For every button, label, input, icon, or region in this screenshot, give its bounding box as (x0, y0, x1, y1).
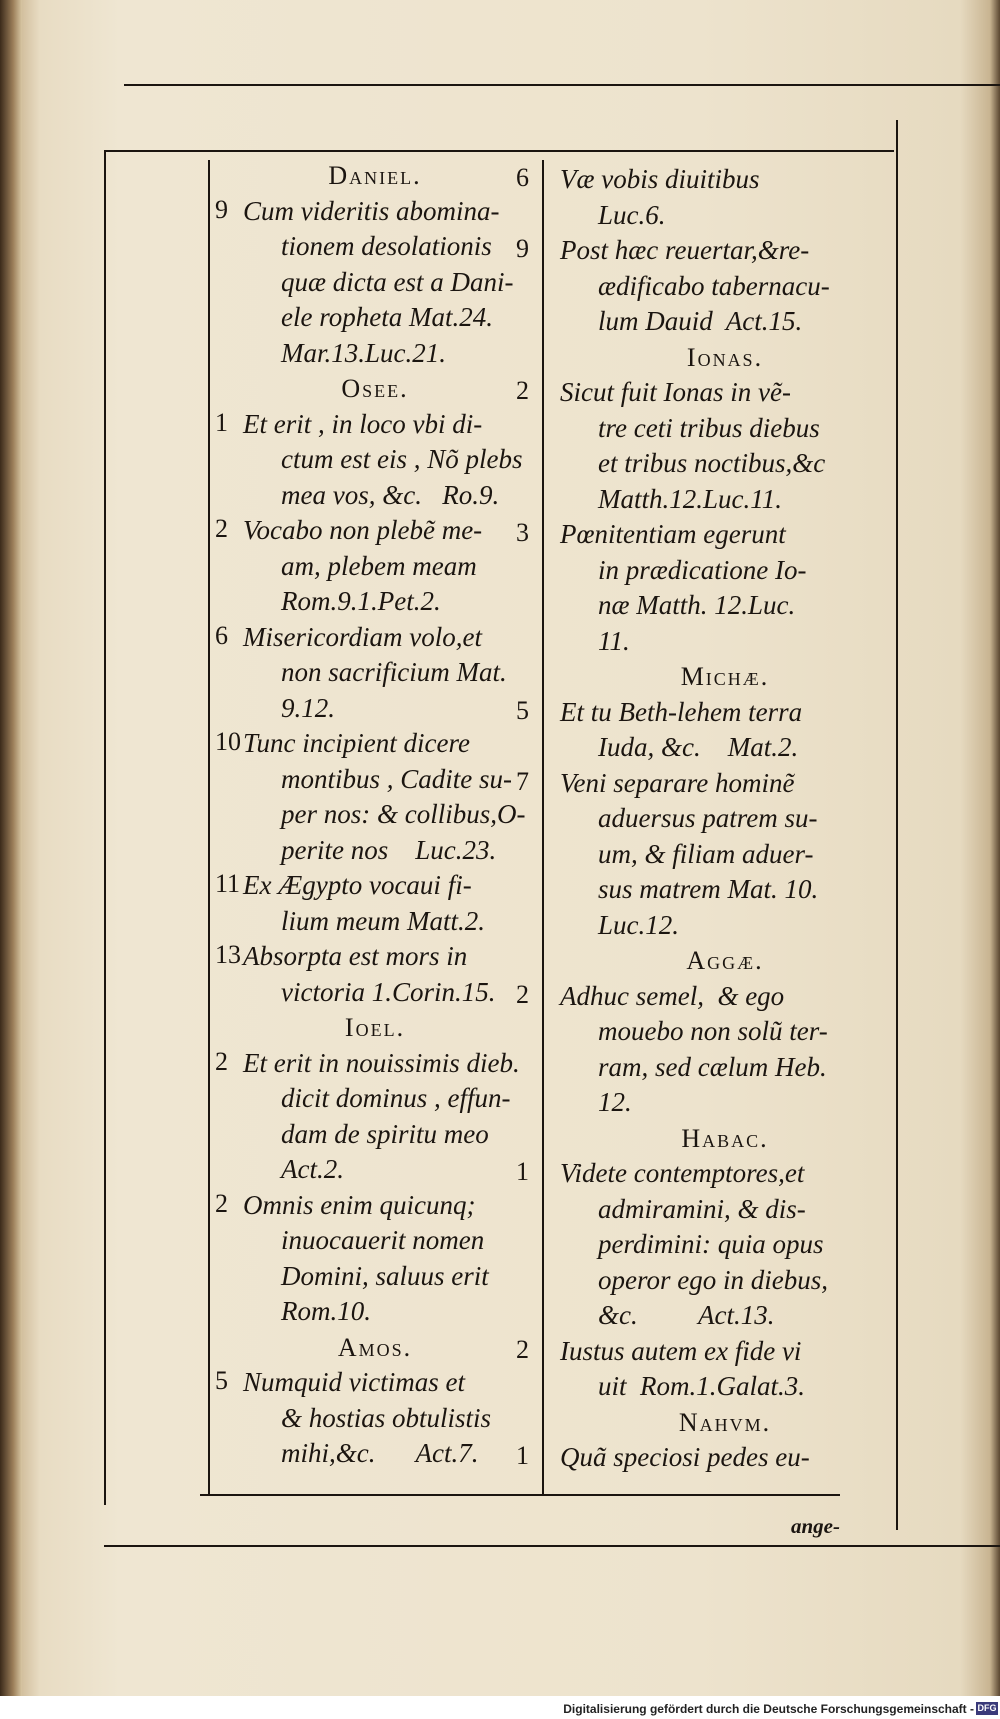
chapter-number: 13 (215, 940, 241, 969)
catchword: ange- (791, 1514, 840, 1538)
verse-entry (516, 695, 890, 766)
verse-entry (516, 1156, 890, 1334)
verse-line: dicit dominus , effun- (281, 1083, 511, 1113)
book-heading: Habac. (681, 1123, 769, 1153)
verse-entry (215, 1365, 535, 1472)
verse-line: am, plebem meam (281, 550, 477, 581)
book-heading: Ionas. (686, 342, 764, 372)
verse-line: ram, sed cælum Heb. (598, 1051, 827, 1082)
verse-line: admiramini, & dis- (598, 1193, 806, 1224)
verse-line: in prædicatione Io- (598, 554, 807, 585)
chapter-number: 2 (215, 514, 228, 543)
chapter-number: 10 (215, 727, 241, 756)
verse-line: Misericordiam volo,et (243, 621, 482, 652)
verse-entry (215, 1046, 535, 1188)
verse-line: um, & filiam aduer- (598, 838, 814, 869)
verse-line: Luc.6. (598, 199, 666, 230)
verse-line: perite nos Luc.23. (281, 834, 497, 865)
verse-entry (516, 1440, 890, 1476)
chapter-number: 3 (516, 518, 529, 547)
verse-line: mea vos, &c. Ro.9. (281, 479, 500, 510)
verse-line: inuocauerit nomen (281, 1225, 485, 1255)
chapter-number: 11 (215, 869, 241, 898)
right-frame-rule (896, 120, 898, 1530)
verse-line: Luc.12. (598, 909, 679, 940)
verse-line: quæ dicta est a Dani- (281, 266, 514, 297)
book-heading: Osee. (341, 374, 409, 403)
chapter-number: 2 (516, 376, 529, 405)
left-column (215, 158, 535, 1472)
verse-line: Adhuc semel, & ego (560, 980, 785, 1011)
chapter-number: 5 (516, 695, 529, 725)
verse-line: sus matrem Mat. 10. (598, 874, 819, 904)
chapter-number: 2 (516, 979, 529, 1009)
top-outer-rule (124, 84, 1000, 86)
verse-line: 11. (598, 625, 630, 656)
bottom-outer-rule (104, 1545, 1000, 1547)
verse-line: Matth.12.Luc.11. (598, 483, 782, 514)
verse-entry (516, 979, 890, 1121)
left-frame-rule (104, 150, 106, 1505)
chapter-number: 7 (516, 766, 529, 796)
verse-entry (215, 407, 535, 514)
book-heading: Ioel. (344, 1013, 406, 1042)
verse-entry (516, 766, 890, 944)
verse-entry (516, 375, 890, 517)
verse-line: dam de spiritu meo (281, 1118, 489, 1149)
chapter-number: 9 (516, 234, 529, 263)
right-column (516, 162, 890, 1476)
chapter-number: 5 (215, 1366, 228, 1395)
verse-line: Mar.13.Luc.21. (281, 337, 447, 368)
book-heading: Amos. (337, 1332, 413, 1362)
verse-line: victoria 1.Corin.15. (281, 976, 496, 1007)
verse-line: perdimini: quia opus (598, 1229, 824, 1259)
book-heading: Aggæ. (686, 946, 764, 975)
verse-line: Tunc incipient dicere (243, 728, 470, 758)
bottom-frame-rule (200, 1494, 840, 1496)
verse-line: Rom.10. (281, 1296, 371, 1326)
verse-line: Rom.9.1.Pet.2. (281, 586, 441, 616)
chapter-number: 2 (516, 1334, 529, 1364)
verse-line: Absorpta est mors in (243, 941, 468, 971)
verse-line: &c. Act.13. (598, 1300, 775, 1330)
footer-text: Digitalisierung gefördert durch die Deutsche Forschungsgemeinschaft - (563, 1702, 974, 1716)
verse-line: 12. (598, 1087, 632, 1117)
verse-line: lium meum Matt.2. (281, 905, 485, 936)
chapter-number: 9 (215, 194, 228, 224)
verse-entry (516, 1334, 890, 1405)
verse-entry (215, 868, 535, 939)
verse-line: Act.2. (281, 1154, 344, 1184)
verse-line: tre ceti tribus diebus (598, 412, 820, 443)
verse-line: tionem desolationis (281, 231, 492, 261)
verse-line: per nos: & collibus,O- (281, 799, 526, 829)
verse-entry (215, 726, 535, 868)
top-frame-rule (104, 150, 894, 152)
verse-entry (215, 939, 535, 1010)
book-spine (0, 0, 22, 1719)
column-divider (542, 160, 544, 1495)
verse-line: non sacrificium Mat. (281, 657, 507, 687)
verse-line: uit Rom.1.Galat.3. (598, 1371, 805, 1401)
verse-line: Veni separare hominẽ (560, 767, 795, 798)
verse-line: lum Dauid Act.15. (598, 306, 803, 336)
chapter-number: 2 (215, 1046, 228, 1076)
verse-line: Sicut fuit Ionas in vẽ- (560, 377, 791, 407)
verse-line: Domini, saluus erit (281, 1260, 489, 1291)
dfg-logo: DFG (977, 1703, 997, 1713)
verse-line: Et tu Beth-lehem terra (560, 696, 803, 727)
digitization-footer (0, 1696, 1000, 1719)
verse-line: Videte contemptores,et (560, 1158, 805, 1188)
verse-line: Pœnitentiam egerunt (560, 519, 786, 549)
verse-entry (215, 1188, 535, 1330)
chapter-number: 1 (516, 1157, 529, 1186)
verse-line: Post hæc reuertar,&re- (560, 235, 810, 265)
verse-line: Cum videritis abomina- (243, 195, 500, 226)
verse-line: aduersus patrem su- (598, 803, 818, 833)
verse-line: Iustus autem ex fide vi (560, 1335, 802, 1366)
verse-entry (215, 194, 535, 372)
book-heading: Nahvm. (678, 1407, 772, 1437)
verse-line: mihi,&c. Act.7. (281, 1438, 479, 1468)
book-heading: Michæ. (680, 662, 770, 691)
verse-line: Iuda, &c. Mat.2. (598, 732, 799, 762)
chapter-number: 2 (215, 1188, 228, 1218)
verse-entry (516, 162, 890, 233)
inner-left-rule (208, 160, 210, 1495)
verse-line: et tribus noctibus,&c (598, 448, 826, 478)
verse-line: Numquid victimas et (243, 1367, 465, 1397)
verse-line: mouebo non solũ ter- (598, 1016, 828, 1046)
chapter-number: 6 (516, 163, 529, 192)
verse-line: Et erit in nouissimis dieb. (243, 1047, 520, 1078)
verse-line: & hostias obtulistis (281, 1402, 492, 1433)
verse-line: 9.12. (281, 692, 335, 723)
verse-entry (516, 517, 890, 659)
chapter-number: 1 (215, 407, 228, 437)
verse-line: Væ vobis diuitibus (560, 164, 760, 194)
verse-line: ctum est eis , Nõ plebs (281, 444, 523, 474)
verse-line: Et erit , in loco vbi di- (243, 408, 483, 439)
verse-line: Vocabo non plebẽ me- (243, 515, 483, 545)
verse-line: montibus , Cadite su- (281, 763, 513, 794)
verse-line: operor ego in diebus, (598, 1264, 828, 1295)
verse-entry (215, 513, 535, 620)
verse-line: ele ropheta Mat.24. (281, 302, 493, 332)
chapter-number: 1 (516, 1441, 529, 1470)
verse-line: Quã speciosi pedes eu- (560, 1442, 810, 1472)
verse-line: Omnis enim quicunq; (243, 1189, 476, 1220)
verse-line: ædificabo tabernacu- (598, 270, 830, 301)
verse-line: Ex Ægypto vocaui fi- (243, 870, 472, 900)
chapter-number: 6 (215, 620, 228, 650)
verse-line: næ Matth. 12.Luc. (598, 590, 796, 620)
book-heading: Daniel. (328, 161, 422, 190)
verse-entry (215, 620, 535, 727)
verse-entry (516, 233, 890, 340)
